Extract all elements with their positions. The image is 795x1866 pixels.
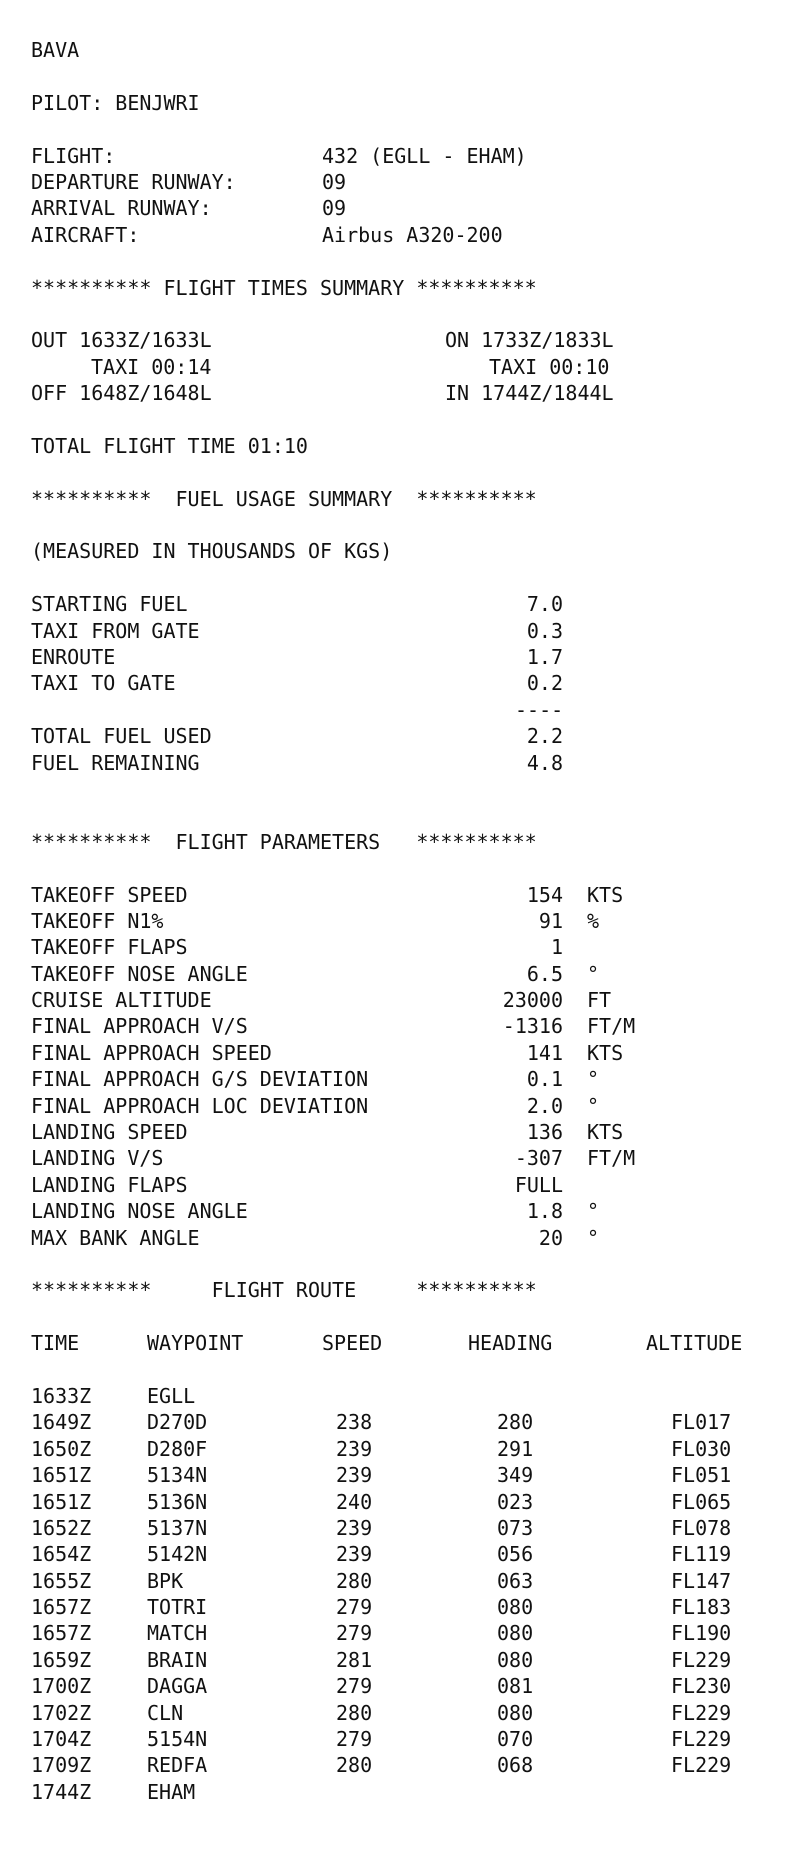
route-speed: 279 [336,1727,373,1752]
table-row [31,1515,781,1541]
flight-info-row [31,169,781,195]
param-label: TAKEOFF N1% [31,908,164,933]
param-row [31,882,781,908]
route-waypoint: D270D [147,1410,208,1435]
param-unit: ° [587,1199,600,1224]
fuel-heading: ********** FUEL USAGE SUMMARY ********** [31,486,537,511]
param-unit: ° [587,961,600,986]
route-column-header: SPEED [322,1331,383,1356]
route-waypoint: DAGGA [147,1674,208,1699]
fuel-value: 7.0 [526,592,563,617]
param-unit: % [587,908,600,933]
table-row [31,1594,781,1620]
table-row [31,1752,781,1778]
route-speed: 238 [336,1410,373,1435]
route-waypoint: CLN [147,1700,184,1725]
fuel-divider-line [31,697,781,723]
route-heading: ********** FLIGHT ROUTE ********** [31,1278,537,1303]
flight-info-value: 09 [322,169,347,194]
param-label: LANDING SPEED [31,1120,188,1145]
fuel-divider: ---- [515,697,564,722]
table-row [31,1779,781,1805]
flight-info-row [31,143,781,169]
route-speed: 281 [336,1647,373,1672]
route-time: 1651Z [31,1463,92,1488]
param-value: 0.1 [526,1067,563,1092]
route-waypoint: TOTRI [147,1595,208,1620]
param-row [31,908,781,934]
table-row [31,1700,781,1726]
route-speed: 280 [336,1568,373,1593]
route-waypoint: 5137N [147,1515,208,1540]
param-value: 141 [526,1040,563,1065]
fuel-row [31,723,781,749]
table-row [31,1647,781,1673]
flight-info-label: FLIGHT: [31,143,116,168]
route-column-header: HEADING [468,1331,553,1356]
flight-info-row [31,195,781,221]
param-value: 136 [526,1120,563,1145]
route-time: 1704Z [31,1727,92,1752]
table-row [31,1409,781,1435]
taxi-in-time: TAXI 00:10 [489,354,610,379]
fuel-row [31,591,781,617]
fuel-row [31,670,781,696]
param-row [31,1198,781,1224]
pilot-line: PILOT: BENJWRI [31,90,200,115]
param-label: FINAL APPROACH LOC DEVIATION [31,1093,369,1118]
route-waypoint: EHAM [147,1779,196,1804]
fuel-label: TAXI TO GATE [31,671,176,696]
route-waypoint: BPK [147,1568,184,1593]
route-speed: 279 [336,1674,373,1699]
route-heading: 349 [497,1463,534,1488]
flight-info-value: 09 [322,196,347,221]
in-time: IN 1744Z/1844L [445,381,614,406]
param-label: MAX BANK ANGLE [31,1225,200,1250]
route-rows [31,1383,781,1805]
route-heading: 080 [497,1621,534,1646]
fuel-note: (MEASURED IN THOUSANDS OF KGS) [31,539,393,564]
times-row-taxi [31,354,781,380]
route-waypoint: REDFA [147,1753,208,1778]
route-speed: 280 [336,1700,373,1725]
route-altitude: FL183 [671,1595,732,1620]
param-unit: KTS [587,882,624,907]
route-heading: 023 [497,1489,534,1514]
route-altitude: FL229 [671,1753,732,1778]
param-unit: ° [587,1093,600,1118]
param-unit: ° [587,1225,600,1250]
route-altitude: FL190 [671,1621,732,1646]
off-time: OFF 1648Z/1648L [31,381,212,406]
route-altitude: FL230 [671,1674,732,1699]
route-column-header: ALTITUDE [646,1331,743,1356]
route-time: 1659Z [31,1647,92,1672]
table-row [31,1489,781,1515]
route-heading: 080 [497,1647,534,1672]
route-time: 1657Z [31,1621,92,1646]
fuel-label: TOTAL FUEL USED [31,724,212,749]
route-time: 1744Z [31,1779,92,1804]
param-label: TAKEOFF FLAPS [31,935,188,960]
route-column-headers [31,1330,781,1356]
times-row-out-on [31,327,781,353]
route-time: 1633Z [31,1383,92,1408]
route-altitude: FL229 [671,1700,732,1725]
route-time: 1649Z [31,1410,92,1435]
param-rows [31,882,781,1251]
fuel-rows [31,591,781,697]
route-time: 1650Z [31,1436,92,1461]
param-label: LANDING V/S [31,1146,164,1171]
on-time: ON 1733Z/1833L [445,328,614,353]
param-label: FINAL APPROACH V/S [31,1014,248,1039]
route-speed: 240 [336,1489,373,1514]
route-speed: 279 [336,1621,373,1646]
route-speed: 239 [336,1463,373,1488]
times-row-off-in [31,380,781,406]
route-altitude: FL017 [671,1410,732,1435]
param-value: 2.0 [526,1093,563,1118]
route-heading: 056 [497,1542,534,1567]
params-heading: ********** FLIGHT PARAMETERS ********** [31,829,537,854]
route-waypoint: 5154N [147,1727,208,1752]
table-row [31,1620,781,1646]
param-label: LANDING NOSE ANGLE [31,1199,248,1224]
fuel-label: ENROUTE [31,644,116,669]
route-time: 1709Z [31,1753,92,1778]
route-altitude: FL229 [671,1647,732,1672]
param-label: TAKEOFF SPEED [31,882,188,907]
route-altitude: FL051 [671,1463,732,1488]
param-value: 23000 [502,988,563,1013]
table-row [31,1541,781,1567]
fuel-value: 0.2 [526,671,563,696]
param-value: 154 [526,882,563,907]
param-unit: FT/M [587,1146,636,1171]
route-heading: 063 [497,1568,534,1593]
param-value: 6.5 [526,961,563,986]
flight-info-block [31,143,781,249]
param-unit: FT/M [587,1014,636,1039]
flight-report [31,37,781,1805]
route-heading: 080 [497,1700,534,1725]
total-flight-time: TOTAL FLIGHT TIME 01:10 [31,433,308,458]
route-time: 1700Z [31,1674,92,1699]
param-row [31,1145,781,1171]
param-row [31,934,781,960]
fuel-value: 2.2 [526,724,563,749]
flight-info-label: AIRCRAFT: [31,222,140,247]
param-unit: FT [587,988,612,1013]
route-altitude: FL030 [671,1436,732,1461]
param-row [31,1066,781,1092]
taxi-out-time: TAXI 00:14 [91,354,212,379]
param-row [31,1013,781,1039]
flight-info-label: DEPARTURE RUNWAY: [31,169,236,194]
route-waypoint: MATCH [147,1621,208,1646]
times-heading: ********** FLIGHT TIMES SUMMARY ********** [31,275,537,300]
table-row [31,1673,781,1699]
route-altitude: FL078 [671,1515,732,1540]
fuel-label: STARTING FUEL [31,592,188,617]
route-time: 1651Z [31,1489,92,1514]
param-value: FULL [514,1172,563,1197]
fuel-row [31,644,781,670]
fuel-totals [31,723,781,776]
param-value: -307 [514,1146,563,1171]
route-heading: 068 [497,1753,534,1778]
fuel-label: TAXI FROM GATE [31,618,200,643]
route-column-header: WAYPOINT [147,1331,244,1356]
param-label: FINAL APPROACH G/S DEVIATION [31,1067,369,1092]
fuel-row [31,750,781,776]
param-value: 1.8 [526,1199,563,1224]
route-altitude: FL065 [671,1489,732,1514]
route-time: 1652Z [31,1515,92,1540]
param-value: -1316 [502,1014,563,1039]
param-row [31,987,781,1013]
route-heading: 280 [497,1410,534,1435]
table-row [31,1726,781,1752]
param-row [31,1225,781,1251]
fuel-value: 4.8 [526,750,563,775]
fuel-row [31,618,781,644]
param-row [31,1119,781,1145]
route-speed: 239 [336,1436,373,1461]
route-time: 1654Z [31,1542,92,1567]
route-speed: 239 [336,1515,373,1540]
flight-info-value: 432 (EGLL - EHAM) [322,143,527,168]
airline-code: BAVA [31,38,80,62]
route-heading: 080 [497,1595,534,1620]
table-row [31,1462,781,1488]
route-time: 1655Z [31,1568,92,1593]
table-row [31,1383,781,1409]
table-row [31,1568,781,1594]
route-waypoint: 5134N [147,1463,208,1488]
route-altitude: FL229 [671,1727,732,1752]
route-waypoint: BRAIN [147,1647,208,1672]
param-value: 1 [550,935,563,960]
param-row [31,1172,781,1198]
fuel-value: 0.3 [526,618,563,643]
route-speed: 280 [336,1753,373,1778]
route-time: 1702Z [31,1700,92,1725]
param-label: CRUISE ALTITUDE [31,988,212,1013]
route-waypoint: 5136N [147,1489,208,1514]
route-altitude: FL147 [671,1568,732,1593]
out-time: OUT 1633Z/1633L [31,328,212,353]
fuel-label: FUEL REMAINING [31,750,200,775]
route-heading: 081 [497,1674,534,1699]
param-row [31,1040,781,1066]
param-unit: KTS [587,1120,624,1145]
param-unit: KTS [587,1040,624,1065]
param-value: 20 [538,1225,563,1250]
param-row [31,1093,781,1119]
param-label: TAKEOFF NOSE ANGLE [31,961,248,986]
route-heading: 073 [497,1515,534,1540]
route-time: 1657Z [31,1595,92,1620]
route-column-header: TIME [31,1331,80,1356]
route-heading: 070 [497,1727,534,1752]
route-altitude: FL119 [671,1542,732,1567]
param-row [31,961,781,987]
flight-info-row [31,222,781,248]
param-label: FINAL APPROACH SPEED [31,1040,272,1065]
table-row [31,1436,781,1462]
route-speed: 279 [336,1595,373,1620]
flight-info-value: Airbus A320-200 [322,222,503,247]
flight-info-label: ARRIVAL RUNWAY: [31,196,212,221]
route-heading: 291 [497,1436,534,1461]
param-label: LANDING FLAPS [31,1172,188,1197]
fuel-value: 1.7 [526,644,563,669]
route-waypoint: D280F [147,1436,208,1461]
route-waypoint: 5142N [147,1542,208,1567]
route-speed: 239 [336,1542,373,1567]
param-unit: ° [587,1067,600,1092]
route-waypoint: EGLL [147,1383,196,1408]
param-value: 91 [538,908,563,933]
